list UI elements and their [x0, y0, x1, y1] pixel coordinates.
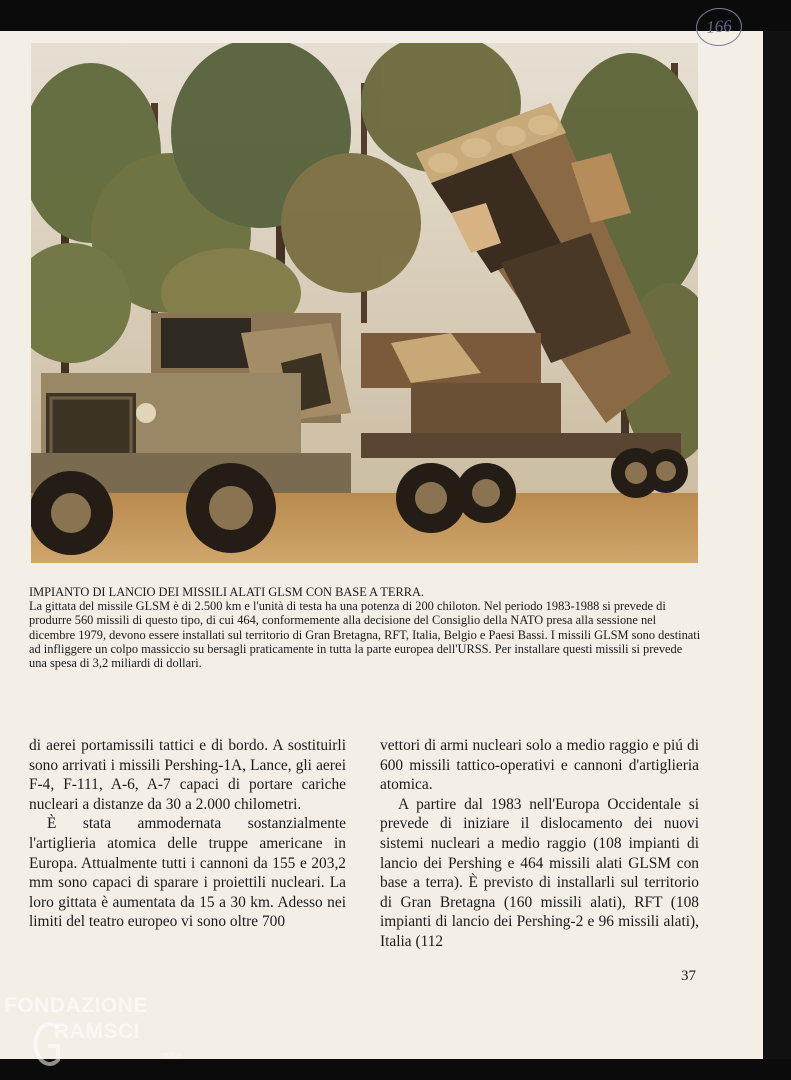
article-column-right [380, 736, 699, 952]
handwritten-page-number-text: 166 [705, 16, 733, 37]
fondazione-gramsci-watermark [4, 994, 204, 1074]
page-edge-shadow [763, 31, 791, 1059]
watermark-line3: onlus [161, 1050, 183, 1060]
ground [31, 493, 698, 563]
watermark-line1: FONDAZIONE [4, 994, 148, 1017]
watermark-line2: RAMSCI [54, 1020, 140, 1043]
photo-caption [29, 585, 701, 670]
caption-body: La gittata del missile GLSM è di 2.500 km e l'unità di testa ha una potenza di 200 chiloton. Nel periodo 1983-1988 si prevede di produrre 560 missili di questo tipo, di cui 464, conformemente alla decisione del Consiglio della NATO presa alla sessione nel dicembre 1979, devono essere installati sul territorio di Gran Bretagna, RFT, Italia, Belgio e Paesi Bassi. I missili GLSM sono destinati ad infliggere un colpo massiccio su bersagli praticamente in tutta la parte europea dell'URSS. Per installare questi missili si prevede una spesa di 3,2 miliardi di dollari. [29, 599, 701, 671]
missile-launcher-photo [31, 43, 698, 563]
article-column-left [29, 736, 346, 932]
article-paragraph: di aerei portamissili tattici e di bordo. A sostituirli sono arrivati i missili Pershing-1A, Lance, gli aerei F-4, F-111, A-6, A-7 capaci di portare cariche nucleari a distanze da 30 a 2.000 chilometri. [29, 737, 346, 813]
article-paragraph: A partire dal 1983 nell'Europa Occidentale si prevede di iniziare il dislocamento dei nuovi sistemi nucleari a medio raggio (108 impianti di lancio dei Pershing e 464 missili alati GLSM con base a terra). È previsto di installarli sul territorio di Gran Bretagna (160 missili alati), RFT (108 impianti di lancio dei Pershing-2 e 96 missili alati), Italia (112 [380, 795, 699, 950]
caption-heading: IMPIANTO DI LANCIO DEI MISSILI ALATI GLSM CON BASE A TERRA. [29, 585, 425, 599]
page-number: 37 [681, 968, 696, 984]
missile-launcher-truck-illustration [31, 43, 698, 563]
article-paragraph: vettori di armi nucleari solo a medio raggio e piú di 600 missili tattico-operativi e cannoni d'artiglieria atomica. [380, 737, 699, 794]
article-paragraph: È stata ammodernata sostanzialmente l'artiglieria atomica delle truppe americane in Europa. Attualmente tutti i cannoni da 155 e 203,2 mm sono capaci di sparare i proiettili nucleari. La loro gittata è aumentata da 15 a 30 km. Adesso nei limiti del teatro europeo vi sono oltre 700 [29, 815, 346, 931]
